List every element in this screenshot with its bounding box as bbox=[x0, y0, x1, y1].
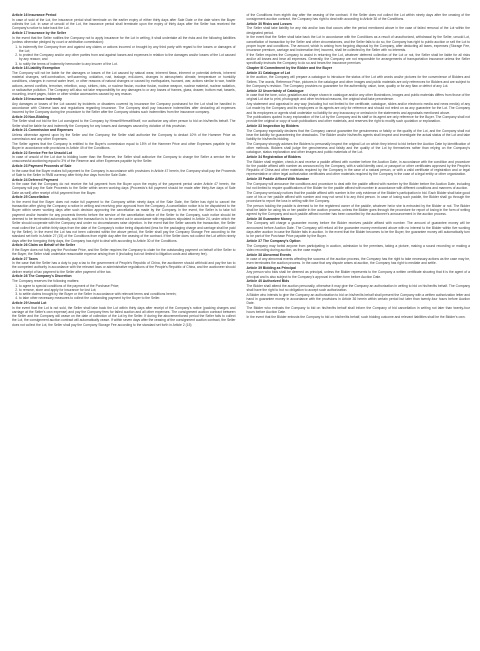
section-heading-article-26-claim-on-behalf-of-the-seller: Article 26 Claim on Behalf of the Seller bbox=[12, 243, 76, 248]
section-heading-article-19-insurance-indemnity: Article 19 Insurance Indemnity bbox=[12, 97, 62, 102]
section-heading-article-22-service-fee-for-unsold-lot: Article 22 Service Fee for Unsold Lot bbox=[12, 150, 72, 155]
section-heading-article-23-payment-proceeds-of-sale: Article 23 Payment Proceeds of Sale bbox=[12, 164, 72, 169]
section-paragraph: In the auction, the Company will prepare a catalogue to introduce the status of the Lot with words and/or pictures for the convenience of Bidders and Sellers. The words, Reference Price, pictures in the catalogue and other images and public materials are only references for Bidders and are subject to the Company's revision. The Company provides no guarantee for the authenticity, value, tone, quality or for any flaw or defect of any Lot. bbox=[246, 75, 470, 88]
section-heading-article-29-unsold-lot: Article 29 Unsold Lot bbox=[12, 301, 47, 306]
section-paragraph: The Seller shall take liability for any risk and/or loss that occurs after the period mentioned above in the case of failed removal of the Lot within the designated period. bbox=[246, 26, 470, 35]
list-item: 1. to agree to special conditions of the payment of the Purchase Price; bbox=[19, 284, 236, 288]
section-paragraph: The Company especially declares that the Company cannot guarantee the genuineness or falsity or the quality of the Lot, and the Company shall not bear the liability for guaranteeing the drawbacks. The Bidder and/or his/her/its agents shall inspect and investigate the actual status of the Lot and take liability for his/her/its bidding. bbox=[246, 128, 470, 142]
section-paragraph: In case of unsold of the Lot due to bidding lower than the Reserve, the Seller shall authorize the Company to charge the Seller a service fee for unsuccessful auctioning equal to 3% of the Reserve and other Expenses payable by the Seller. bbox=[12, 155, 236, 164]
section-paragraph: The Seller agrees that the Company is entitled to the Buyer's commission equal to 15% of the Hammer Price and other Expenses payable by the Buyer in accordance with provisions in Article 49 of the Conditions. bbox=[12, 141, 236, 150]
section-heading-article-33-inspection-by-bidders: Article 33 Inspection by Bidders bbox=[246, 124, 299, 129]
section-paragraph: In the event that the Bidder entrusts the Company to bid on his/her/its behalf, such bidding outcome and relevant liabilities shall be the Bidder's own. bbox=[246, 314, 466, 319]
section-paragraph: A Bidder who intends to give the Company an authorization to bid on his/her/its behalf shall present the Company with a written authorization letter and hand in guarantee money in accordance with the provisions in Article 36 herein within certain period but later than twenty-four hours before Auction Date. bbox=[246, 292, 470, 306]
section-paragraph: In the case that the Seller has a duty to pay a tax to the government of People's Republic of China, the auctioneer should withhold and pay the tax to the competent authority in accordance with the relevant laws or administrative regulations of the People's Republic of China, and the auctioneer should deliver receipt of tax payment to the Seller after payment of the tax. bbox=[12, 261, 236, 274]
section-paragraph: If the Seller requires the Company to assist in returning the Lot, whatever deferred collection of the Lot or not, the Seller shall be liable for all risks and/or all losses and bear all expenses. Generally, the Company are not responsible for arrangements of transportation insurance unless the Seller specifically instructs the Company to do so and bears the insurance premium. bbox=[246, 52, 470, 66]
section-heading-chapter-iii-commitment-by-the-bidder-and-the-buyer: Chapter III Commitment by the Bidder and the Buyer bbox=[246, 66, 333, 71]
section-paragraph: The Company will announce the conditions and procedure to deal with the paddle affixed with number by the Bidder before the Auction Date, including but not limited to require qualifications of the Bidder for the paddle affixed with number in accordance with different conditions and manners of auction. bbox=[246, 181, 470, 190]
section-paragraph: Any damages or losses of the Lot caused by incidents or disasters covered by insurance the Company purchased for the Lot shall be handled in accordance with Chinese laws and regulations regarding insurance. The Company shall pay insurance indemnities after deducting all expenses incurred by the Company during the procedure to the Seller after the Company obtains such indemnities from the insurance company. bbox=[12, 101, 236, 115]
section-heading-article-32-uncertainty-of-catalogue: Article 32 Uncertainty of Catalogue bbox=[246, 88, 304, 93]
section-heading-article-36-guarantee-money: Article 36 Guarantee Money bbox=[246, 216, 292, 221]
section-paragraph: The Seller shall not bid for the Lot consigned to the Company by Himself/Herself/Itself, nor authorize any other person to bid on his/her/its behalf. The Seller shall be liable for and indemnify the Company for any losses and damages caused by violation of this provision. bbox=[12, 119, 236, 128]
section-heading-article-18-liability-exemption: Article 18 Liability Exemption bbox=[12, 66, 60, 71]
section-paragraph: The Bidder shall attend the auction personally, otherwise it may give the Company an authorization in writing to bid on his/her/its behalf. The Company shall have the right to but no obligation to accept such authorization. bbox=[246, 283, 470, 293]
section-heading-article-38-abnormal-events: Article 38 Abnormal Events bbox=[246, 252, 292, 257]
section-heading-article-40-authorized-bids: Article 40 Authorized Bids bbox=[246, 279, 290, 284]
section-heading-article-25-cancellation: Article 25 Cancellation bbox=[12, 195, 49, 200]
list-item: 3. to settle claims brought by the Buyer or the Seller in accordance with relevant terms and conditions herein; bbox=[19, 292, 236, 296]
section-heading-article-28-the-company-s-discretion: Article 28 The Company's Discretion bbox=[12, 274, 72, 279]
section-heading-article-21-commission-and-expenses: Article 21 Commission and Expenses bbox=[12, 128, 74, 133]
section-paragraph: In the case that the Company do not receive the full payment from the Buyer upon the expiry of the payment period under Article 47 herein, the Company will pay the Sale Proceeds to the Seller within seven working days (Proceeds's full payment should be made after thirty-five days of Sale Date as well) after receipt of full payment from the Buyer. bbox=[12, 182, 236, 195]
list-item: 4. to take other necessary measures to collect the outstanding payment by the Buyer to the Seller. bbox=[19, 296, 236, 300]
section-paragraph: The Bidder who entrusts the Company to bid on his/her/its behalf shall inform the Company of bid cancellation in writing not later than twenty-four hours before Auction Date. bbox=[246, 306, 470, 315]
section-paragraph: The Company will charge a guarantee money before the Bidder receives paddle affixed with number. The amount of guarantee money will be announced before Auction Date. The Company will refund all the guarantee money mentioned above with no interest to the Bidder within five working days after auction in case the Bidder fails in auction. In the event that the Bidder becomes to be the Buyer, the guarantee money will automatically turn to be part of the Purchase Price payable by the Buyer. bbox=[246, 221, 470, 239]
numbered-list bbox=[12, 284, 236, 301]
section-paragraph: The Company seriously notices that the paddle affixed with number is the only evidence of the Bidder's participation in bid. Each Bidder shall take good care of his or her paddle affixed with number and may not send it to any third person. In case of losing such paddle, the Bidder shall go through the procedure to report the loss in writing with the Company. bbox=[246, 190, 470, 204]
section-paragraph: In the event that the Lot is not sold, the Seller shall take back the Lot within thirty days after receipt of the Company's notice (packing charges and carriage at the Seller's own expense) and pay the Company fees for failed auction and all other expenses. The consignment auction contract between the Seller and the Company will cease on the date of collection of the Lot by the Seller. If during the abovementioned period the Seller fails to collect the Lot, the consignment auction contract will automatically cease. If within seven days after the ceasing of the consignment auction contract, the Seller does not collect the Lot, the Seller shall pay the Company Storage Fee according to the standard set forth in Article 2 (15) bbox=[12, 305, 236, 327]
section-heading-article-24-deferred-payment: Article 24 Deferred Payment bbox=[12, 177, 58, 182]
section-paragraph: The Company reserves the following matters: bbox=[12, 278, 80, 283]
section-heading-article-16-insurance-period: Article 16 Insurance Period bbox=[12, 13, 57, 18]
section-heading-article-27-taxes: Article 27 Taxes bbox=[12, 256, 38, 261]
section-heading-article-37-the-company-s-option: Article 37 The Company's Option bbox=[246, 239, 301, 244]
section-paragraph: The person holding the paddle is deemed to be the registered owner of the paddle, whatever he/or she is entrusted by the Bidder or not. The Bidder shall be liable for using his or her paddle in the auction process, unless the Bidder goes through the procedure for report of losing in the form of writing agreed by the Company and such paddle affixed number has been cancelled by the auctioneer's announcement in the auction process. bbox=[246, 203, 470, 217]
section-paragraph: Unless otherwise agreed upon by the Seller and the Company, the Seller shall authorize the Company to deduct 10% of the Hammer Price as commission and any other Expenses. bbox=[12, 132, 236, 142]
section-paragraph: of the Conditions from eighth day after the ceasing of the contract. If the Seller does not collect the Lot within ninety days after the ceasing of the consignment auction contract, the Company has right to deal with according to Article 30 of the Conditions. bbox=[246, 13, 470, 22]
section-paragraph: Any person who bids shall be deemed as principal, unless the Bidder represents to the Company a written certificate showing that it is the agent of a principal and is also subject to the Company's approval in written form before Auction Date. bbox=[246, 270, 470, 279]
section-paragraph: In the event that the Buyer does not make full payment to the Company within ninety days of the Sale Date, the Seller has right to cancel the transaction after giving the Company a notice in writing and receiving prior approval from the Company. A cancellation notice is to be dispatched to the Buyer within seven working days after such decision approving the cancellation as made by the Company. In the event, the Seller is to take full payment and/or transfer for any proceeds thereto before the service of the cancellation notice of the Seller to the Company, such notice should be deemed to be terminated automatically, and the transaction is to be carried out in accordance with regulations stipulated in Article 24, under which the Seller should cooperate with the Company and under no circumstances raise objection. In the event that the Seller cancels the transaction, the Seller must collect the Lot within thirty days from the date of the Company's notice being dispatched (less for the packaging charge and carriage shall be paid by the Seller). In the event the Lot has not been collected within the above period, the Seller shall pay the Company Storage Fee according to the standard set forth in Article 27 (15) of the Conditions from eighth day after the ceasing of the contract. If the Seller does not collect the Lot within ninety days after the foregoing thirty days, the Company has right to deal with according to Article 30 of the Conditions. bbox=[12, 199, 236, 243]
left-column bbox=[12, 13, 236, 645]
section-paragraph: The Bidder shall register, check-in and receive a paddle affixed with number before the Auction Date, in accordance with the condition and procedure for the paddle affixed with number as announced by the Company, with a valid identity card, or passport or other certificates approved by the People's Republic of China and other materials required by the Company in the case of a natural person, or with a valid certificate of registration and or legal representative or other legal authorization certificates and other materials required by the Company in the case of a legal entity or other organization. bbox=[246, 159, 470, 177]
section-heading-article-35-paddle-affixed-with-number: Article 35 Paddle Affixed With Number bbox=[246, 177, 309, 182]
section-heading-article-30-risks-and-losses: Article 30 Risks and Losses bbox=[246, 21, 292, 26]
list-item: 1. to indemnify the Company from and against any claims or actions incurred or brought by any third party with regard to the losses or damages of the Lot; bbox=[19, 45, 236, 54]
list-item: 3. to notify the terms of indemnity hereunder to any insurer of the Lot. bbox=[19, 62, 236, 66]
section-paragraph: Any statement and appraisal in any way (including but not limited to the certificate, catalogue, slides and/or electronic media and news media) of any Lot made by the Company and its employees or its agents are only for reference and should not relied on as any guarantee for the Lot. The Company and its employees or agents shall undertake no liability for any inaccuracy or omission in the statements and appraisals mentioned above. bbox=[246, 101, 470, 115]
section-heading-article-34-registration-of-bidders: Article 34 Registration of Bidders bbox=[246, 155, 301, 160]
section-paragraph: The Company may forbid anyone from participating in auction, admission to the premises, taking a picture, making a sound recording or making a video recording during auction, as the case maybe. bbox=[246, 243, 470, 252]
numbered-list bbox=[12, 45, 236, 66]
section-paragraph: In the event that the Seller shall take back the Lot in accordance with the Conditions as a result of unauthorized, withdrawal by the Seller, unsold Lot, cancellation of transaction by the Seller and other circumstances, and the Seller fails to do so, the Company has right to public auction or sell the Lot to proper buyer and conditions. The amount, which is arising from forgoing disposal by the Company, after deducting all taxes, expenses (Storage Fee, insurance premium, carriage and incineration fee) incurred, shall be collected by the Seller with no interests. bbox=[246, 35, 470, 53]
section-heading-article-39-bidding-as-principal: Article 39 Bidding as Principal bbox=[246, 265, 296, 270]
section-paragraph: The Company will not be liable for the damages or losses of the Lot caused by natural wear, inherent flaws, inherent or potential defects, inherent material changes, self-combustion, self-warming, oxidation, rust, leakage, evil-doers, changes in atmospheric climate, temperature or humidity conditions, changes in normal water level, or other reasons of natural changes or caused by earthquakes, tsunami, war, actions similar to war, hostile actions, armed conflicts, terrorism, rebellion, coup, strikes, riots, or nuclear fission, nuclear fusion, nuclear weapon, nuclear material, nuclear radiation, or radioactive pollution. The Company will also not take responsibility for any damages to or any losses of frames, glass, drawer, bottom mat, tassels, mounting, insert pages, folder or other similar accessories caused by any reason. bbox=[12, 70, 236, 97]
section-heading-article-31-catalogue-of-lot: Article 31 Catalogue of Lot bbox=[246, 70, 291, 75]
list-item: 2. to protect the Company and/or any other parties from and against losses and expenses in relation to the damages and/or losses of the Lot caused by any reason; and bbox=[19, 53, 236, 62]
right-column bbox=[247, 13, 471, 645]
section-paragraph: If the Buyer does not fully pay the Purchase Price, and the Seller requires the Company to claim for the outstanding payment on behalf of the Seller to the Buyer, the Seller shall undertake reasonable expense arising from it (including but not limited to litigation costs and attorney fee). bbox=[12, 247, 236, 256]
section-paragraph: The Company strongly advises the Bidders to personally inspect the original Lot on which they intend to bid before the Auction Date by identification of other methods. Bidders shall judge the genuineness and falsity and the quality of the Lot by themselves rather than relying on the Company's catalogue, status explanation and other images and public materials of the Lot. bbox=[246, 141, 470, 155]
section-paragraph: In case of sold of the Lot, the insurance period shall terminate on the earlier expiry of either thirty days after Sale Date or the date when the Buyer collects the Lot. In case of unsold of the Lot, the insurance period shall terminate upon the expiry of thirty days after the Seller has received the Company's notice to take back the Lot. bbox=[12, 17, 236, 31]
section-heading-article-17-insurance-by-the-seller: Article 17 Insurance by the Seller bbox=[12, 31, 67, 36]
section-heading-article-20-non-bidding: Article 20 Non-Bidding bbox=[12, 114, 50, 119]
section-paragraph: In the case that the Buyer makes full payment to the Company in accordance with provisions in Article 47 herein, the Company shall pay the Proceeds of Sale to the Seller in RMB currency after thirty-five days from the Sale Date. bbox=[12, 168, 236, 177]
section-paragraph: In case of any abnormal events affecting the success of the auction process, the Company has the right to take necessary actions as the case may be, even terminates the auction process. In the case that any dispute arises at auction, the Company has right to mediate and settle. bbox=[246, 257, 470, 266]
list-item: 2. to remove, store and apply for insurance for lost Lot; bbox=[19, 288, 236, 292]
section-paragraph: The publications quoted in any explanation of the Lot by the Company and its staff or its agent are only reference for the Buyer. The Company shall not provide the original or copy of such publications and other materials, and reserves the right to modify such quotation or explanation. bbox=[246, 115, 470, 124]
section-paragraph: In the event that the Seller notifies the Company not to apply insurance for the Lot in writing, it shall undertake all the risks and the following liabilities (unless otherwise pledged by court or arbitration commission): bbox=[12, 35, 236, 44]
section-paragraph: In case that the tone, color, gradation and shape shown in catalogue and/or any other illustrations, images and public materials differs from those of the original Lot due to print, photograph and other technical reasons, the original shall take precedence. bbox=[246, 93, 470, 102]
